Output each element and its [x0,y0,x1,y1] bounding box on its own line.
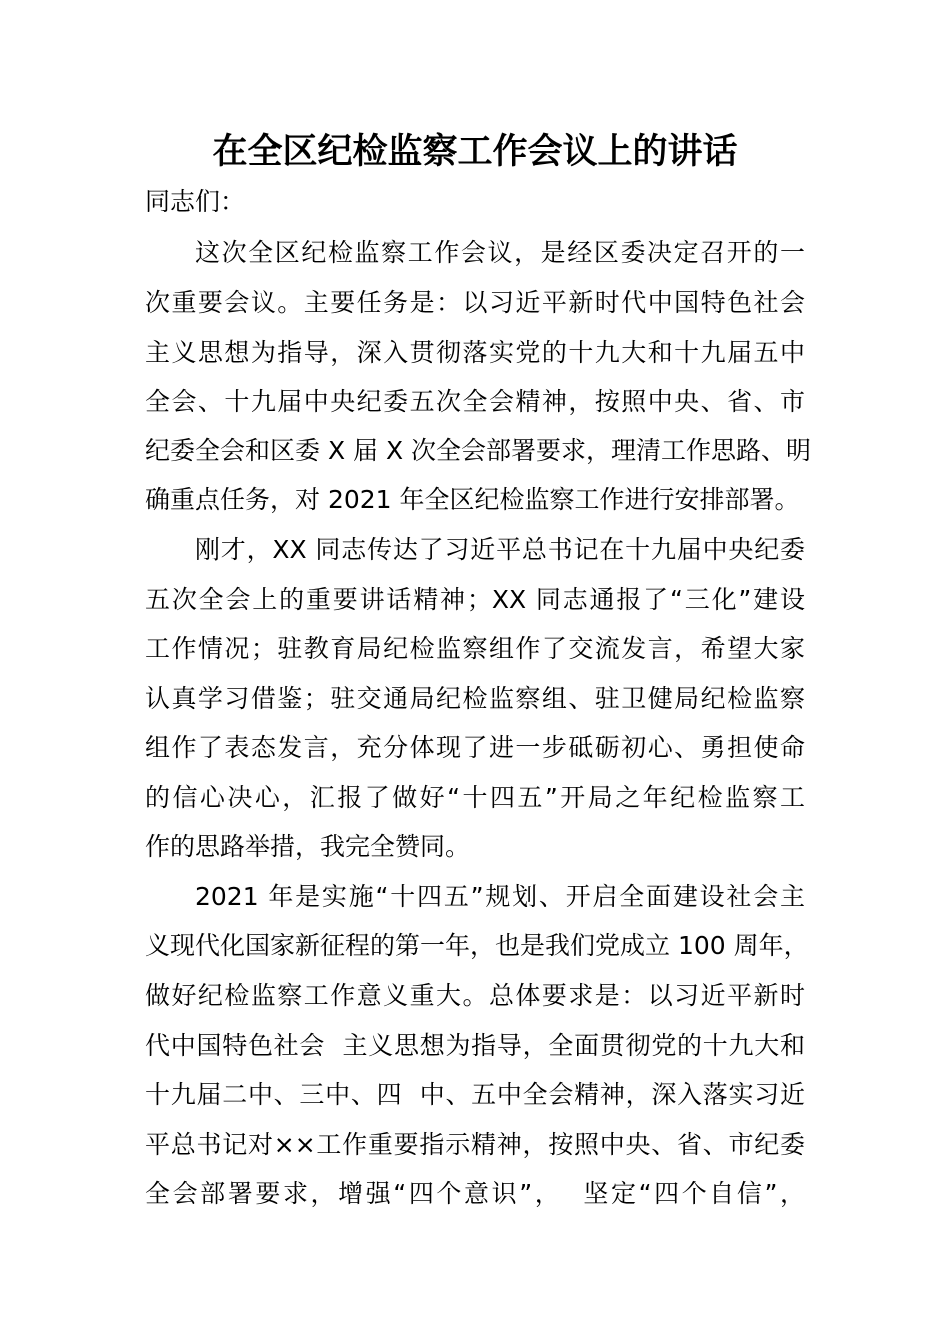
paragraph-line: 的信心决心，汇报了做好“十四五”开局之年纪检监察工 [145,783,805,812]
paragraph-line: 五次全会上的重要讲话精神；XX 同志通报了“三化”建设 [145,585,805,614]
paragraph-line: 全会部署要求，增强“四个意识”， 坚定“四个自信”， [145,1179,805,1208]
paragraph-line: 代中国特色社会 主义思想为指导，全面贯彻党的十九大和 [145,1031,805,1060]
paragraph-line: 这次全区纪检监察工作会议，是经区委决定召开的一 [195,238,805,267]
paragraph-line: 2021 年是实施“十四五”规划、开启全面建设社会主 [195,882,805,911]
paragraph-line: 主义思想为指导，深入贯彻落实党的十九大和十九届五中 [145,338,805,367]
salutation: 同志们： [145,187,246,216]
document-title: 在全区纪检监察工作会议上的讲话 [212,131,738,172]
paragraph-line: 刚才，XX 同志传达了习近平总书记在十九届中央纪委 [195,535,805,564]
paragraph-line: 平总书记对××工作重要指示精神，按照中央、省、市纪委 [145,1130,805,1159]
paragraph-line: 全会、十九届中央纪委五次全会精神，按照中央、省、市 [145,387,805,416]
paragraph-line: 确重点任务，对 2021 年全区纪检监察工作进行安排部署。 [145,485,800,514]
paragraph-line: 工作情况；驻教育局纪检监察组作了交流发言，希望大家 [145,634,805,663]
paragraph-line: 组作了表态发言，充分体现了进一步砥砺初心、勇担使命 [145,733,805,762]
paragraph-line: 做好纪检监察工作意义重大。总体要求是：以习近平新时 [145,981,805,1010]
paragraph-line: 义现代化国家新征程的第一年，也是我们党成立 100 周年， [145,931,809,960]
paragraph-line: 纪委全会和区委 X 届 X 次全会部署要求，理清工作思路、明 [145,436,812,465]
paragraph-line: 认真学习借鉴；驻交通局纪检监察组、驻卫健局纪检监察 [145,684,805,713]
paragraph-line: 作的思路举措，我完全赞同。 [145,832,471,861]
paragraph-line: 十九届二中、三中、四 中、五中全会精神，深入落实习近 [145,1080,805,1109]
paragraph-line: 次重要会议。主要任务是：以习近平新时代中国特色社会 [145,288,805,317]
